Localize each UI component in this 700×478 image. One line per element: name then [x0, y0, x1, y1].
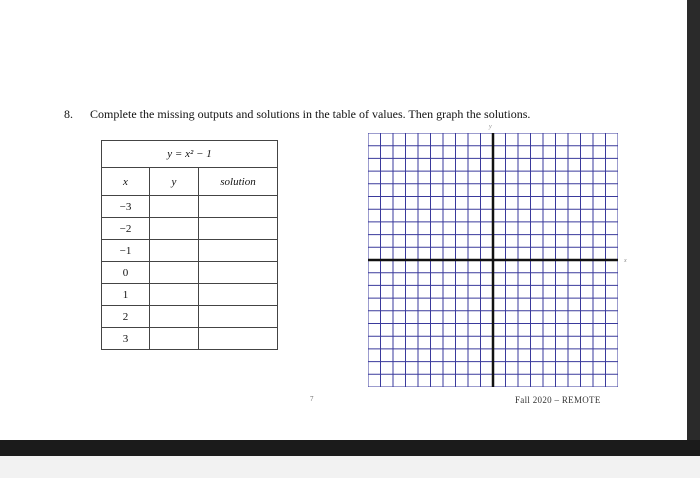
question-number: 8.: [64, 107, 73, 121]
x-cell: 0: [102, 262, 150, 284]
header-x: x: [102, 168, 150, 196]
y-axis-label: y: [489, 124, 492, 130]
table-row: [102, 284, 278, 306]
y-cell[interactable]: [150, 328, 199, 350]
question-text: Complete the missing outputs and solutions in the table of values. Then graph the solutions.: [90, 107, 531, 121]
bottom-bar: [0, 440, 700, 456]
solution-cell[interactable]: [199, 240, 278, 262]
y-cell[interactable]: [150, 284, 199, 306]
solution-cell[interactable]: [199, 284, 278, 306]
solution-cell[interactable]: [199, 328, 278, 350]
header-solution: solution: [199, 168, 278, 196]
coordinate-grid[interactable]: [368, 133, 618, 387]
table-row: [102, 196, 278, 218]
x-axis-label: x: [624, 258, 627, 264]
x-cell: 2: [102, 306, 150, 328]
x-cell: −2: [102, 218, 150, 240]
page-edge: [687, 0, 700, 440]
y-cell[interactable]: [150, 240, 199, 262]
question-8: [64, 107, 530, 122]
y-cell[interactable]: [150, 196, 199, 218]
x-cell: −3: [102, 196, 150, 218]
table-row: [102, 240, 278, 262]
y-cell[interactable]: [150, 262, 199, 284]
equation: y = x² − 1: [102, 141, 278, 168]
header-y: y: [150, 168, 199, 196]
solution-cell[interactable]: [199, 196, 278, 218]
solution-cell[interactable]: [199, 306, 278, 328]
footer-text: Fall 2020 – REMOTE: [515, 395, 601, 405]
x-cell: 3: [102, 328, 150, 350]
solution-cell[interactable]: [199, 218, 278, 240]
table-row: [102, 328, 278, 350]
page-number: 7: [310, 395, 314, 403]
table-of-values: [101, 140, 278, 350]
y-cell[interactable]: [150, 306, 199, 328]
x-cell: 1: [102, 284, 150, 306]
bottom-strip: [0, 456, 700, 478]
table-row: [102, 262, 278, 284]
table-row: [102, 218, 278, 240]
x-cell: −1: [102, 240, 150, 262]
table-row: [102, 306, 278, 328]
solution-cell[interactable]: [199, 262, 278, 284]
y-cell[interactable]: [150, 218, 199, 240]
